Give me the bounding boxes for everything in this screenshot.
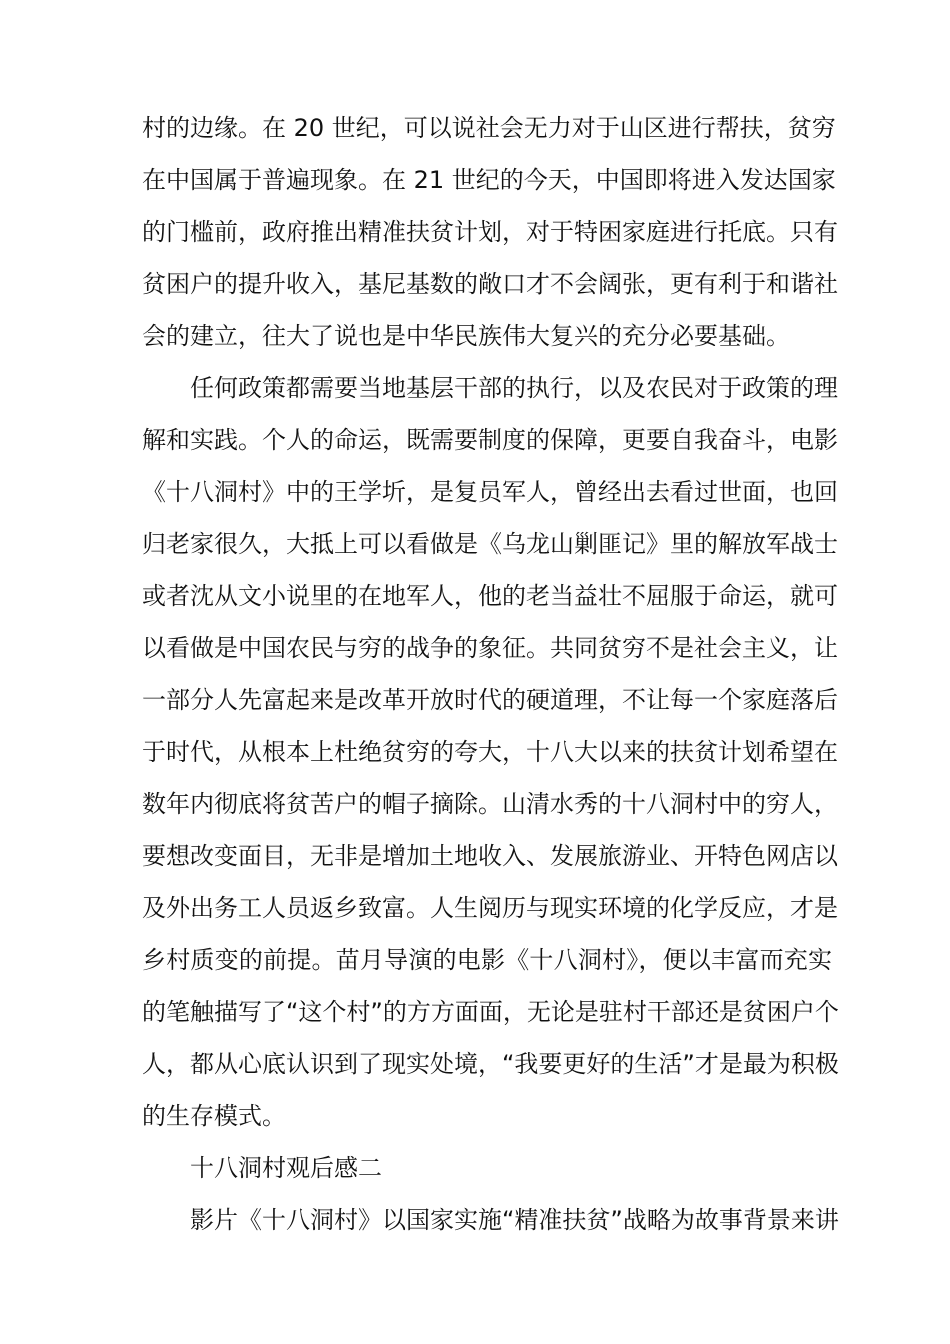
paragraph-2-line-7: 一部分人先富起来是改革开放时代的硬道理，不让每一个家庭落后 [142,686,838,714]
paragraph-2-line-6: 以看做是中国农民与穷的战争的象征。共同贫穷不是社会主义，让 [142,634,838,662]
paragraph-1-line-4: 贫困户的提升收入，基尼基数的敞口才不会阔张，更有利于和谐社 [142,270,838,298]
paragraph-2-line-14: 人，都从心底认识到了现实处境，“我要更好的生活”才是最为积极 [142,1050,839,1078]
paragraph-2-line-5: 或者沈从文小说里的在地军人，他的老当益壮不屈服于命运，就可 [142,582,838,610]
paragraph-2-line-3: 《十八洞村》中的王学圻，是复员军人，曾经出去看过世面，也回 [142,478,838,506]
paragraph-2-line-15: 的生存模式。 [142,1102,286,1130]
paragraph-2-line-2: 解和实践。个人的命运，既需要制度的保障，更要自我奋斗，电影 [142,426,838,454]
paragraph-2-line-12: 乡村质变的前提。苗月导演的电影《十八洞村》，便以丰富而充实 [142,946,832,974]
paragraph-1-line-2: 在中国属于普遍现象。在 21 世纪的今天，中国即将进入发达国家 [142,166,836,194]
paragraph-2-line-4: 归老家很久，大抵上可以看做是《乌龙山剿匪记》里的解放军战士 [142,530,838,558]
paragraph-2-line-10: 要想改变面目，无非是增加土地收入、发展旅游业、开特色网店以 [142,842,838,870]
paragraph-2-line-8: 于时代，从根本上杜绝贫穷的夸大，十八大以来的扶贫计划希望在 [142,738,838,766]
paragraph-3-line-1: 影片《十八洞村》以国家实施“精准扶贫”战略为故事背景来讲 [190,1206,839,1234]
paragraph-2-line-1: 任何政策都需要当地基层干部的执行，以及农民对于政策的理 [190,374,838,402]
paragraph-1-line-3: 的门槛前，政府推出精准扶贫计划，对于特困家庭进行托底。只有 [142,218,838,246]
paragraph-2-line-11: 及外出务工人员返乡致富。人生阅历与现实环境的化学反应，才是 [142,894,838,922]
paragraph-2-line-13: 的笔触描写了“这个村”的方方面面，无论是驻村干部还是贫困户个 [142,998,839,1026]
paragraph-2-line-9: 数年内彻底将贫苦户的帽子摘除。山清水秀的十八洞村中的穷人， [142,790,838,818]
section-heading: 十八洞村观后感二 [190,1154,382,1182]
paragraph-1-line-5: 会的建立，往大了说也是中华民族伟大复兴的充分必要基础。 [142,322,790,350]
paragraph-1-line-1: 村的边缘。在 20 世纪，可以说社会无力对于山区进行帮扶，贫穷 [142,114,836,142]
